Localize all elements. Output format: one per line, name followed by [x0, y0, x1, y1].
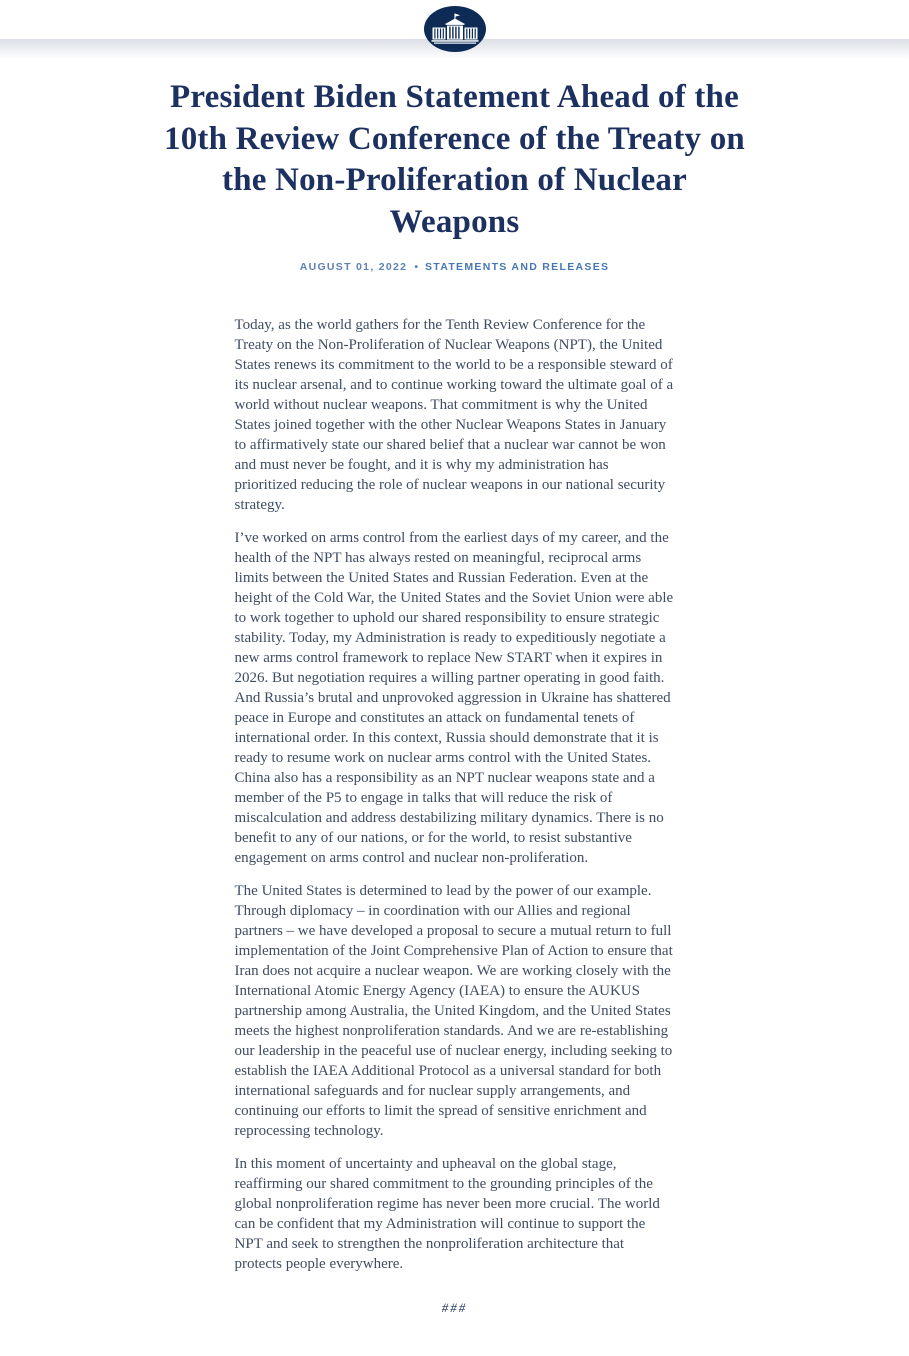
publish-date: AUGUST 01, 2022: [299, 261, 408, 274]
site-header: [0, 0, 909, 39]
paragraph-1: Today, as the world gathers for the Tenth Review Conference for the Treaty on the Non-Proliferation of Nuclear Weapons (NPT), the United States renews its commitment to the world to be a responsible steward of its nuclear arsenal, and to continue working toward the ultimate goal of a world without nuclear weapons. That commitment is why the United States joined together with the other Nuclear Weapons States in January to affirmatively state our shared belief that a nuclear war cannot be won and must never be fought, and it is why my administration has prioritized reducing the role of nuclear weapons in our national security strategy.: [234, 317, 674, 514]
whitehouse-logo[interactable]: [424, 6, 486, 52]
article: [0, 77, 909, 1316]
article-body: [235, 315, 675, 1274]
page-title: President Biden Statement Ahead of the 10th Review Conference of the Treaty on the Non-Proliferation of Nuclear Weapons: [164, 79, 745, 240]
end-mark: ###: [441, 1300, 468, 1316]
article-meta: [0, 261, 909, 273]
meta-separator-dot: •: [414, 261, 418, 274]
whitehouse-seal-icon: [424, 6, 486, 52]
paragraph-3: The United States is determined to lead by the power of our example. Through diplomacy – in coordination with our Allies and regional partners – we have developed a proposal to secure a mutual return to full implementation of the Joint Comprehensive Plan of Action to ensure that Iran does not acquire a nuclear weapon. We are working closely with the International Atomic Energy Agency (IAEA) to ensure the AUKUS partnership among Australia, the United Kingdom, and the United States meets the highest nonproliferation standards. And we are re-establishing our leadership in the peaceful use of nuclear energy, including seeking to establish the IAEA Additional Protocol as a universal standard for both international safeguards and for nuclear supply arrangements, and continuing our efforts to limit the spread of sensitive enrichment and reprocessing technology.: [234, 883, 673, 1140]
category-link[interactable]: STATEMENTS AND RELEASES: [425, 261, 610, 274]
paragraph-2: I’ve worked on arms control from the earliest days of my career, and the health of the NPT has always rested on meaningful, reciprocal arms limits between the United States and Russian Federation. Even at the height of the Cold War, the United States and the Soviet Union were able to work together to uphold our shared responsibility to ensure strategic stability. Today, my Administration is ready to expeditiously negotiate a new arms control framework to replace New START when it expires in 2026. But negotiation requires a willing partner operating in good faith. And Russia’s brutal and unprovoked aggression in Ukraine has shattered peace in Europe and constitutes an attack on fundamental tenets of international order. In this context, Russia should demonstrate that it is ready to resume work on nuclear arms control with the United States. China also has a responsibility as an NPT nuclear weapons state and a member of the P5 to engage in talks that will reduce the risk of miscalculation and address destabilizing military dynamics. There is no benefit to any of our nations, or for the world, to resist substantive engagement on arms control and nuclear non-proliferation.: [234, 530, 674, 867]
paragraph-4: In this moment of uncertainty and upheaval on the global stage, reaffirming our shared commitment to the grounding principles of the global nonproliferation regime has never been more crucial. The world can be confident that my Administration will continue to support the NPT and seek to strengthen the nonproliferation architecture that protects people everywhere.: [234, 1156, 660, 1273]
